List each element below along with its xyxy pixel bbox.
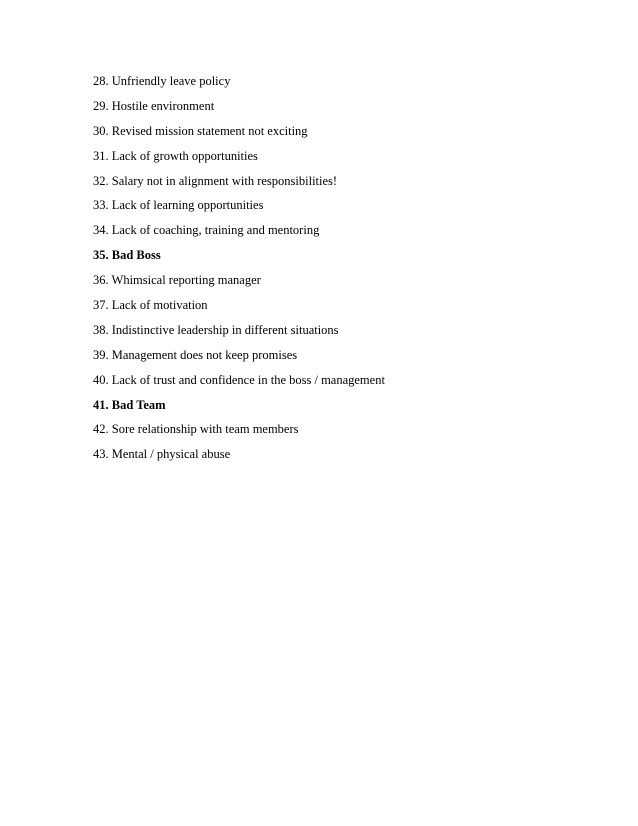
list-item: 34. Lack of coaching, training and mentoring [93,223,320,238]
list-item: 31. Lack of growth opportunities [93,148,258,163]
list-item: 30. Revised mission statement not exciting [93,123,308,138]
list-item: 33. Lack of learning opportunities [93,198,264,213]
list-item: 32. Salary not in alignment with responsibilities! [93,173,338,188]
list-item: 40. Lack of trust and confidence in the boss / management [93,372,385,387]
list-item: 36. Whimsical reporting manager [93,273,261,288]
list-item: 29. Hostile environment [93,98,215,113]
reasons-list [93,73,385,471]
section-heading-bad-boss: 35. Bad Boss [93,248,161,263]
list-item: 43. Mental / physical abuse [93,447,231,462]
list-item: 38. Indistinctive leadership in different situations [93,322,339,337]
list-item: 37. Lack of motivation [93,298,208,313]
list-item: 42. Sore relationship with team members [93,422,299,437]
list-item: 39. Management does not keep promises [93,347,298,362]
list-item: 28. Unfriendly leave policy [93,74,231,88]
section-heading-bad-team: 41. Bad Team [93,397,166,412]
